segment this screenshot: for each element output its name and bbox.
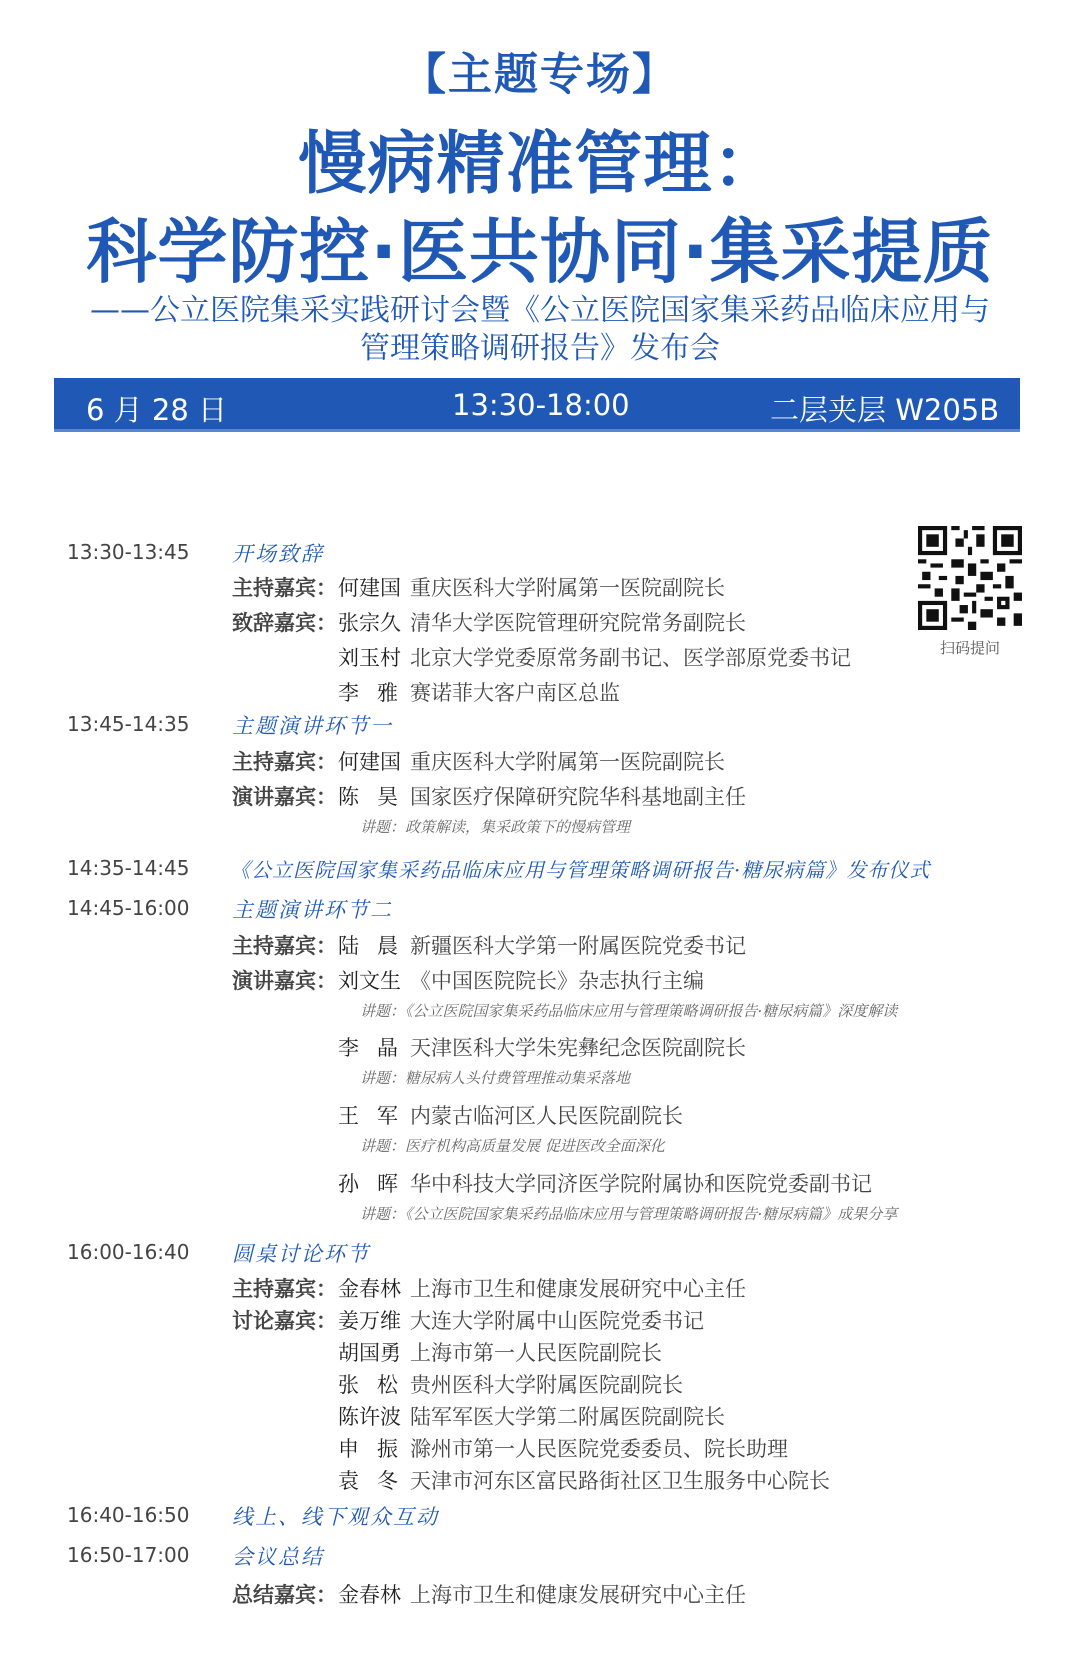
session-tag: 【主题专场】 xyxy=(402,49,678,100)
person-title: 清华大学医院管理研究院常务副院长 xyxy=(410,611,746,635)
page-title-line2: 科学防控·医共协同·集采提质 xyxy=(86,211,994,293)
speech-topic: 讲题：糖尿病人头付费管理推动集采落地 xyxy=(360,1069,631,1087)
person-title: 华中科技大学同济医学院附属协和医院党委副书记 xyxy=(410,1172,872,1196)
event-time: 13:30-18:00 xyxy=(452,388,630,422)
person-name: 李 雅 xyxy=(338,681,398,705)
person-name: 何建国 xyxy=(338,750,401,774)
role-label: 致辞嘉宾： xyxy=(232,611,337,635)
page-title-line1: 慢病精准管理： xyxy=(298,125,782,204)
person-name: 金春林 xyxy=(338,1583,401,1607)
time-slot-7: 16:50-17:00 xyxy=(67,1543,190,1567)
role-label: 主持嘉宾： xyxy=(232,750,337,774)
qr-code-icon[interactable] xyxy=(918,526,1022,630)
role-label: 演讲嘉宾： xyxy=(232,969,337,993)
person-name: 张 松 xyxy=(338,1373,398,1397)
person-name: 申 振 xyxy=(338,1437,398,1461)
person-name: 姜万维 xyxy=(338,1309,401,1333)
person-title: 北京大学党委原常务副书记、医学部原党委书记 xyxy=(410,646,851,670)
event-date: 6 月 28 日 xyxy=(86,393,228,427)
person-name: 何建国 xyxy=(338,576,401,600)
person-title: 新疆医科大学第一附属医院党委书记 xyxy=(410,934,746,958)
person-name: 李 晶 xyxy=(338,1036,398,1060)
person-name: 胡国勇 xyxy=(338,1341,401,1365)
person-title: 滁州市第一人民医院党委委员、院长助理 xyxy=(410,1437,788,1461)
role-label: 演讲嘉宾： xyxy=(232,785,337,809)
person-name: 孙 晖 xyxy=(338,1172,398,1196)
role-label: 讨论嘉宾： xyxy=(232,1309,337,1333)
person-title: 上海市第一人民医院副院长 xyxy=(410,1341,662,1365)
time-slot-6: 16:40-16:50 xyxy=(67,1503,190,1527)
segment-title-5: 圆桌讨论环节 xyxy=(232,1242,370,1266)
person-name: 张宗久 xyxy=(338,611,401,635)
speech-topic: 讲题：医疗机构高质量发展 促进医改全面深化 xyxy=(360,1137,665,1155)
person-title: 国家医疗保障研究院华科基地副主任 xyxy=(410,785,746,809)
event-location: 二层夹层 W205B xyxy=(770,393,1000,427)
person-title: 天津医科大学朱宪彝纪念医院副院长 xyxy=(410,1036,746,1060)
person-name: 王 军 xyxy=(338,1104,398,1128)
person-name: 金春林 xyxy=(338,1277,401,1301)
time-slot-5: 16:00-16:40 xyxy=(67,1240,190,1264)
segment-title-2: 主题演讲环节一 xyxy=(232,714,393,738)
speech-topic: 讲题：《公立医院国家集采药品临床应用与管理策略调研报告·糖尿病篇》深度解读 xyxy=(360,1002,898,1020)
person-title: 上海市卫生和健康发展研究中心主任 xyxy=(410,1277,746,1301)
person-title: 赛诺菲大客户南区总监 xyxy=(410,681,620,705)
segment-title-6: 线上、线下观众互动 xyxy=(232,1505,439,1529)
person-title: 陆军军医大学第二附属医院副院长 xyxy=(410,1405,725,1429)
person-name: 陆 晨 xyxy=(338,934,398,958)
qr-label: 扫码提问 xyxy=(939,639,1000,657)
info-bar xyxy=(54,378,1020,432)
person-title: 天津市河东区富民路街社区卫生服务中心院长 xyxy=(410,1469,830,1493)
role-label: 主持嘉宾： xyxy=(232,1277,337,1301)
subtitle-line2: 管理策略调研报告》发布会 xyxy=(360,331,720,366)
speech-topic: 讲题：政策解读，集采政策下的慢病管理 xyxy=(360,818,631,836)
person-name: 袁 冬 xyxy=(338,1469,398,1493)
role-label: 主持嘉宾： xyxy=(232,934,337,958)
time-slot-3: 14:35-14:45 xyxy=(67,856,190,880)
person-title: 内蒙古临河区人民医院副院长 xyxy=(410,1104,683,1128)
person-title: 重庆医科大学附属第一医院副院长 xyxy=(410,750,725,774)
segment-title-4: 主题演讲环节二 xyxy=(232,898,393,922)
person-name: 陈 昊 xyxy=(338,785,398,809)
person-name: 刘文生 xyxy=(338,969,401,993)
segment-title-3: 《公立医院国家集采药品临床应用与管理策略调研报告·糖尿病篇》发布仪式 xyxy=(230,858,931,882)
speech-topic: 讲题：《公立医院国家集采药品临床应用与管理策略调研报告·糖尿病篇》成果分享 xyxy=(360,1205,898,1223)
segment-title-1: 开场致辞 xyxy=(232,542,324,566)
person-title: 重庆医科大学附属第一医院副院长 xyxy=(410,576,725,600)
person-title: 大连大学附属中山医院党委书记 xyxy=(410,1309,704,1333)
person-title: 上海市卫生和健康发展研究中心主任 xyxy=(410,1583,746,1607)
person-title: 《中国医院院长》杂志执行主编 xyxy=(410,969,704,993)
role-label: 总结嘉宾： xyxy=(232,1583,337,1607)
person-name: 刘玉村 xyxy=(338,646,401,670)
time-slot-4: 14:45-16:00 xyxy=(67,896,190,920)
role-label: 主持嘉宾： xyxy=(232,576,337,600)
segment-title-7: 会议总结 xyxy=(232,1545,324,1569)
person-name: 陈许波 xyxy=(338,1405,401,1429)
subtitle-line1: ——公立医院集采实践研讨会暨《公立医院国家集采药品临床应用与 xyxy=(90,293,990,328)
time-slot-2: 13:45-14:35 xyxy=(67,712,190,736)
time-slot-1: 13:30-13:45 xyxy=(67,540,190,564)
person-title: 贵州医科大学附属医院副院长 xyxy=(410,1373,683,1397)
